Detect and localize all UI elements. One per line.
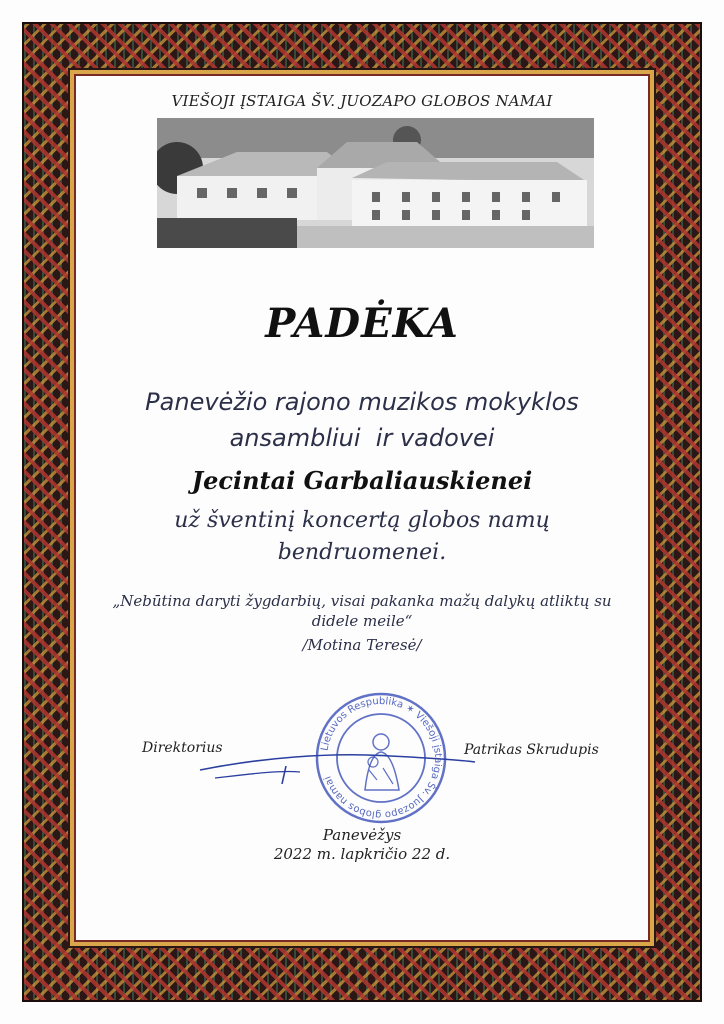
recipient-name: Jecintai Garbaliauskienei — [191, 466, 533, 495]
certificate-title: PADĖKA — [265, 300, 459, 347]
recipient-line-1: Panevėžio rajono muzikos mokyklos — [145, 388, 579, 416]
reason-line-2: bendruomenei. — [277, 540, 447, 565]
quote-line-2: didele meile“ — [311, 612, 413, 630]
reason-line-1: už šventinį koncertą globos namų — [174, 508, 550, 533]
issue-date: 2022 m. lapkričio 22 d. — [273, 845, 451, 863]
seal-text: Lietuvos Respublika ✶ Viešoji įstaiga Šv. Juozapo globos namai — [319, 695, 444, 821]
handwritten-signature — [190, 748, 480, 788]
quote-author: /Motina Teresė/ — [302, 636, 422, 654]
quote-line-1: „Nebūtina daryti žygdarbių, visai pakanka mažų dalykų atliktų su — [112, 592, 612, 610]
issue-city: Panevėžys — [322, 826, 402, 844]
building-photo — [157, 118, 594, 248]
signer-name: Patrikas Skrudupis — [464, 742, 599, 758]
signer-title: Direktorius — [142, 740, 223, 756]
recipient-line-2: ansambliui ir vadovei — [229, 424, 495, 452]
institution-name: VIEŠOJI ĮSTAIGA ŠV. JUOZAPO GLOBOS NAMAI — [171, 92, 553, 110]
